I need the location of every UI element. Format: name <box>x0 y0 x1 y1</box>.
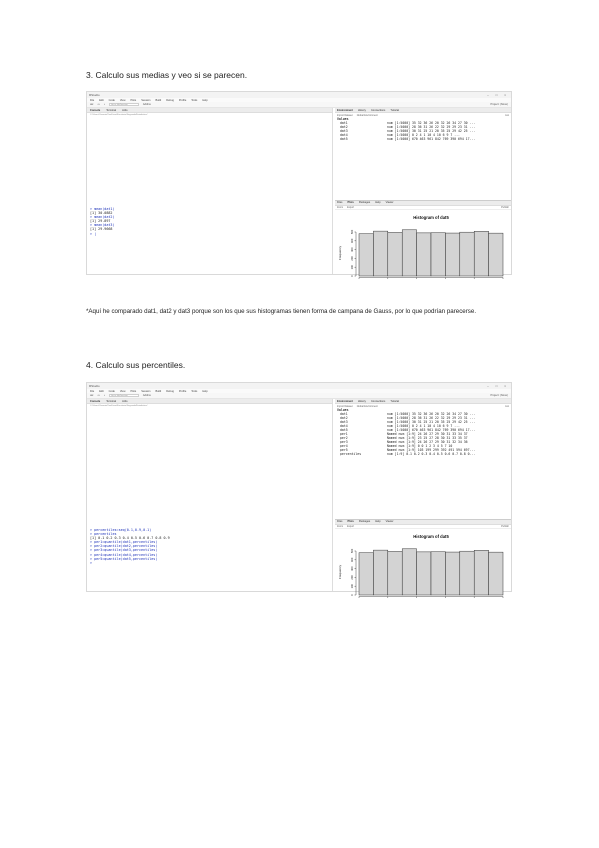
menu-debug[interactable]: Debug <box>166 389 174 393</box>
histogram-bar <box>373 231 387 276</box>
env-var-value: Named num [1:9] 24 26 27 29 30 31 32 34 36 <box>387 440 468 444</box>
histogram-bar <box>474 550 488 595</box>
tab-help[interactable]: Help <box>375 201 381 205</box>
env-var-value: num [1:5000] 28 36 31 26 22 32 29 29 23 31 ... <box>387 416 476 420</box>
menu-tools[interactable]: Tools <box>191 98 198 102</box>
tab-console[interactable]: Console <box>90 108 101 112</box>
histogram-bar <box>373 550 387 595</box>
zoom-button[interactable]: Zoom <box>337 205 344 209</box>
section-4-heading: 4. Calculo sus percentiles. <box>86 360 186 370</box>
menu-build[interactable]: Build <box>155 98 162 102</box>
console-command: > per4=quantile(dat4,percentiles) <box>90 552 158 557</box>
console-path: C:/Users/Usuario/OneDrive/Escritorio/Segundo/Estadistica/ <box>90 405 148 407</box>
env-var-value: num [1:5000] 670 463 961 842 769 390 694 17... <box>387 428 476 432</box>
histogram-bar <box>431 551 445 594</box>
histogram-bar <box>460 232 474 276</box>
values-section-label: Values <box>337 117 349 121</box>
tab-viewer[interactable]: Viewer <box>385 520 394 524</box>
console-command: > mean(dat1) <box>90 207 115 211</box>
env-var-name: dat4 <box>340 133 348 137</box>
section-3-heading: 3. Calculo sus medias y veo si se parecen. <box>86 70 248 80</box>
env-var-name: percentiles <box>340 452 362 456</box>
env-rows <box>337 412 511 456</box>
env-var-value: num [1:5000] 35 32 36 26 20 32 26 34 27 30 ... <box>387 121 476 125</box>
y-tick-label: 200 <box>351 255 354 261</box>
tab-plots[interactable]: Plots <box>347 520 354 524</box>
save-icon[interactable]: ▪ <box>103 103 105 106</box>
histogram-bar <box>402 548 416 594</box>
addins-button[interactable]: Addins <box>142 103 151 106</box>
console-command: > per3=quantile(dat3,percentiles) <box>90 548 158 553</box>
menu-build[interactable]: Build <box>155 389 162 393</box>
console-command: > percentiles <box>90 532 117 537</box>
menu-tools[interactable]: Tools <box>191 389 198 393</box>
tab-tutorial[interactable]: Tutorial <box>390 399 399 403</box>
env-var-value: num [1:5000] 30 31 25 21 20 35 25 29 42 25 ... <box>387 129 476 133</box>
y-tick-label: 200 <box>351 574 354 580</box>
y-tick-label: 0 <box>351 593 354 596</box>
env-var-value: Named num [1:9] 103 199 299 392 491 594 697... <box>387 448 476 452</box>
histogram-bar <box>489 552 503 595</box>
menu-view[interactable]: View <box>119 98 126 102</box>
histogram-plot <box>335 210 513 282</box>
app-title: RStudio <box>89 93 100 97</box>
histogram-bar <box>402 229 416 275</box>
open-folder-icon[interactable]: ▭ <box>97 394 100 397</box>
new-file-icon[interactable]: ⊕▾ <box>90 103 94 106</box>
publish-button[interactable]: Publish <box>501 524 509 528</box>
y-tick-label: 400 <box>351 557 354 562</box>
export-button[interactable]: Export <box>347 205 355 209</box>
console-output-line: [1] 29.9668 <box>90 227 113 232</box>
env-var-name: dat4 <box>340 424 348 428</box>
y-axis-label: Frequency <box>338 245 342 260</box>
menu-code[interactable]: Code <box>108 389 115 393</box>
env-var-value: num [1:5000] 35 32 36 26 20 32 26 34 27 30 ... <box>387 412 476 416</box>
new-file-icon[interactable]: ⊕▾ <box>90 394 94 397</box>
tab-jobs[interactable]: Jobs <box>122 399 128 403</box>
env-var-name: per4 <box>340 444 348 448</box>
tab-history[interactable]: History <box>357 108 366 112</box>
env-var-name: dat3 <box>340 420 348 424</box>
global-env-select[interactable]: Global Environment <box>356 113 378 117</box>
env-rows <box>337 121 511 141</box>
chart-title: Histogram of dat5 <box>413 214 449 220</box>
y-tick-label: 400 <box>351 238 354 243</box>
console-output-line: [1] 29.897 <box>90 219 111 224</box>
y-tick-label: 300 <box>351 246 354 252</box>
tab-environment[interactable]: Environment <box>337 399 353 403</box>
histogram-bar <box>431 232 445 275</box>
histogram-bar <box>388 232 402 276</box>
menu-file[interactable]: File <box>90 98 95 102</box>
open-folder-icon[interactable]: ▭ <box>97 103 100 106</box>
env-var-name: per5 <box>340 448 348 452</box>
values-section-label: Values <box>337 408 349 412</box>
list-view-select[interactable]: List <box>505 404 509 408</box>
menu-plots[interactable]: Plots <box>130 389 137 393</box>
y-tick-label: 100 <box>351 264 354 269</box>
env-var-name: dat5 <box>340 428 348 432</box>
console-command: > mean(dat3) <box>90 223 115 228</box>
console-command: > per1=quantile(dat1,percentiles) <box>90 540 158 545</box>
menu-code[interactable]: Code <box>108 98 115 102</box>
menu-plots[interactable]: Plots <box>130 98 137 102</box>
environment-values <box>335 408 511 456</box>
console-command: > per2=quantile(dat2,percentiles) <box>90 544 158 549</box>
env-var-name: per2 <box>340 436 348 440</box>
env-var-value: num [1:5000] 0 2 4 1 10 4 10 6 9 7 ... <box>387 133 460 137</box>
menu-profile[interactable]: Profile <box>178 98 187 102</box>
env-var-name: dat3 <box>340 129 348 133</box>
histogram-bar <box>417 232 431 275</box>
menu-edit[interactable]: Edit <box>99 98 104 102</box>
env-var-value: Named num [1:9] 24 26 27 29 30 31 33 34 37 <box>387 432 468 436</box>
env-var-name: dat2 <box>340 416 348 420</box>
env-var-name: dat5 <box>340 137 348 141</box>
y-tick-label: 500 <box>351 548 354 553</box>
chart-title: Histogram of dat5 <box>413 533 449 539</box>
console-command: > <box>90 560 93 565</box>
menu-file[interactable]: File <box>90 389 95 393</box>
rstudio-screenshot-2 <box>86 382 512 596</box>
tab-viewer[interactable]: Viewer <box>385 201 394 205</box>
tab-files[interactable]: Files <box>337 520 343 524</box>
tab-packages[interactable]: Packages <box>358 201 371 205</box>
zoom-button[interactable]: Zoom <box>337 524 344 528</box>
console-command: > | <box>90 231 97 236</box>
console-path: C:/Users/Usuario/OneDrive/Escritorio/Segundo/Estadistica/ <box>90 114 148 116</box>
tab-help[interactable]: Help <box>375 520 381 524</box>
project-menu[interactable]: Project: (None) <box>490 394 508 397</box>
plots-pane <box>335 519 511 596</box>
console-pane <box>87 108 333 274</box>
tab-jobs[interactable]: Jobs <box>122 108 128 112</box>
console-output-line: [1] 0.1 0.2 0.3 0.4 0.5 0.6 0.7 0.8 0.9 <box>90 536 170 541</box>
console-output[interactable] <box>90 207 115 236</box>
comparison-note: *Aquí he comparado dat1, dat2 y dat3 porque son los que sus histogramas tienen forma de campana de Gauss, por lo que podrían parecerse. <box>86 308 477 315</box>
export-button[interactable]: Export <box>347 524 355 528</box>
menu-session[interactable]: Session <box>141 98 151 102</box>
tab-packages[interactable]: Packages <box>358 520 371 524</box>
menu-session[interactable]: Session <box>141 389 151 393</box>
histogram-bar <box>359 552 373 594</box>
histogram-bar <box>460 551 474 595</box>
tab-environment[interactable]: Environment <box>337 108 353 112</box>
rstudio-screenshot-1 <box>86 91 512 275</box>
console-output-line: [1] 30.0882 <box>90 211 113 216</box>
tab-connections[interactable]: Connections <box>370 399 386 403</box>
histogram-bar <box>388 551 402 595</box>
publish-button[interactable]: Publish <box>501 205 509 209</box>
save-icon[interactable]: ▪ <box>103 394 105 397</box>
right-panes <box>335 399 511 596</box>
project-menu[interactable]: Project: (None) <box>490 103 508 106</box>
menu-debug[interactable]: Debug <box>166 98 174 102</box>
histogram-bar <box>474 231 488 276</box>
window-controls[interactable]: – □ × <box>487 93 509 97</box>
env-row[interactable] <box>337 137 511 141</box>
menu-help[interactable]: Help <box>202 389 208 393</box>
histogram-bar <box>417 551 431 594</box>
addins-button[interactable]: Addins <box>142 394 151 397</box>
y-tick-label: 0 <box>351 274 354 277</box>
plots-pane <box>335 200 511 277</box>
menu-profile[interactable]: Profile <box>178 389 187 393</box>
global-env-select[interactable]: Global Environment <box>356 404 378 408</box>
console-command: > mean(dat2) <box>90 215 115 220</box>
env-var-name: dat2 <box>340 125 348 129</box>
tab-files[interactable]: Files <box>337 201 343 205</box>
menu-help[interactable]: Help <box>202 98 208 102</box>
list-view-select[interactable]: List <box>505 113 509 117</box>
import-dataset-button[interactable]: Import Dataset <box>337 113 353 117</box>
environment-values <box>335 117 511 141</box>
tab-terminal[interactable]: Terminal <box>106 399 117 403</box>
env-var-value: num [1:5000] 30 31 25 21 20 35 25 29 42 25 ... <box>387 420 476 424</box>
env-var-name: dat1 <box>340 121 348 125</box>
menu-edit[interactable]: Edit <box>99 389 104 393</box>
histogram-bar <box>445 552 459 595</box>
goto-file-input[interactable]: Go to file/function <box>109 103 139 107</box>
env-var-value: Named num [1:9] 23 25 27 28 30 31 33 35 37 <box>387 436 468 440</box>
histogram-bar <box>445 233 459 276</box>
y-tick-label: 100 <box>351 583 354 588</box>
env-var-value: num [1:5000] 28 36 31 26 22 32 29 29 23 31 ... <box>387 125 476 129</box>
tab-tutorial[interactable]: Tutorial <box>390 108 399 112</box>
console-command: > per5=quantile(dat5,percentiles) <box>90 556 158 561</box>
console-pane <box>87 399 333 591</box>
y-tick-label: 500 <box>351 229 354 234</box>
tab-terminal[interactable]: Terminal <box>106 108 117 112</box>
right-panes <box>335 108 511 277</box>
y-axis-label: Frequency <box>338 564 342 579</box>
console-output[interactable] <box>90 528 170 565</box>
goto-file-input[interactable]: Go to file/function <box>109 394 139 398</box>
env-row[interactable] <box>337 452 511 456</box>
env-var-name: per3 <box>340 440 348 444</box>
histogram-plot <box>335 529 513 601</box>
tab-connections[interactable]: Connections <box>370 108 386 112</box>
menu-view[interactable]: View <box>119 389 126 393</box>
env-var-value: num [1:5000] 0 2 4 1 10 4 10 6 9 7 ... <box>387 424 460 428</box>
tab-plots[interactable]: Plots <box>347 201 354 205</box>
tab-console[interactable]: Console <box>90 399 101 403</box>
histogram-bar <box>359 233 373 275</box>
env-var-name: dat1 <box>340 412 348 416</box>
window-controls[interactable]: – □ × <box>487 384 509 388</box>
env-var-value: Named num [1:9] 0 0 1 2 3 4 5 7 10 <box>387 444 453 448</box>
app-title: RStudio <box>89 384 100 388</box>
env-var-name: per1 <box>340 432 348 436</box>
y-tick-label: 300 <box>351 565 354 571</box>
env-var-value: num [1:5000] 670 463 961 842 769 390 694 17... <box>387 137 476 141</box>
tab-history[interactable]: History <box>357 399 366 403</box>
env-var-value: num [1:9] 0.1 0.2 0.3 0.4 0.5 0.6 0.7 0.8 0... <box>387 452 476 456</box>
import-dataset-button[interactable]: Import Dataset <box>337 404 353 408</box>
histogram-bar <box>489 233 503 276</box>
console-command: > percentiles=seq(0.1,0.9,0.1) <box>90 528 152 532</box>
